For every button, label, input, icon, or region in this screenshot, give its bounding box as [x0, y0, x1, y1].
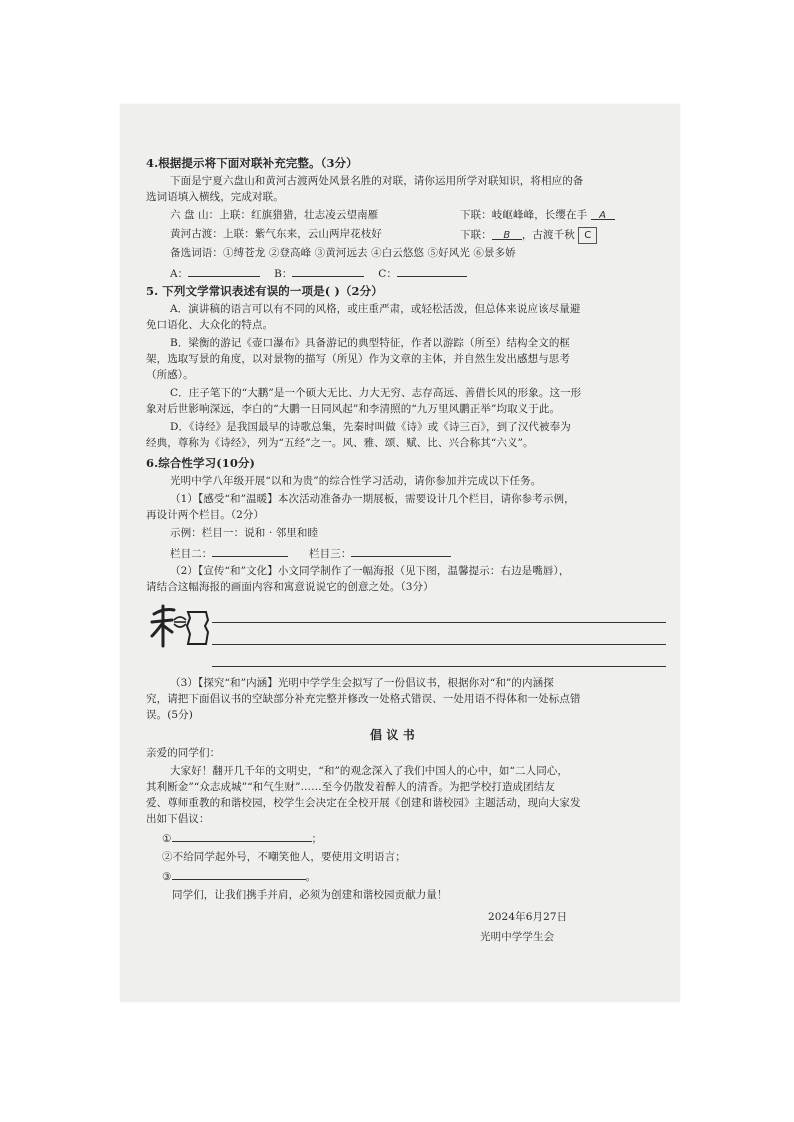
q4-mark-b: B [503, 230, 511, 241]
q4-blank-b[interactable] [492, 228, 522, 240]
q4-intro-2: 选词语填入横线，完成对联。 [146, 191, 284, 203]
q4-mark-a: A [599, 210, 607, 221]
q4-answer-a-blank[interactable] [188, 265, 260, 277]
q6-task3-line3: 误。(5分) [146, 709, 193, 721]
q4-answer-b-label: B： [274, 268, 293, 280]
letter-closing: 同学们，让我们携手并肩，必须为创建和谐校园贡献力量！ [172, 889, 448, 901]
letter-item-1-blank[interactable] [172, 830, 312, 842]
letter-item-3-mark: ③ [162, 871, 172, 883]
q6-task1-line1: （1）【感受“和”温暖】本次活动准备办一期展板，需要设计几个栏目，请你参考示例， [170, 493, 575, 505]
mouth-square-icon [187, 612, 208, 644]
q6-task2-line1: （2）【宣传“和”文化】小文同学制作了一幅海报（见下图，温馨提示：右边是嘴唇）， [170, 565, 570, 577]
q6-task3-line2: 究，请把下面倡议书的空缺部分补充完整并修改一处格式错误、一处用语不得体和一处标点错 [146, 693, 581, 705]
q6-columns [170, 545, 451, 562]
q6-col3-blank[interactable] [351, 545, 451, 557]
letter-title: 倡 议 书 [370, 728, 415, 742]
letter-signature: 光明中学学生会 [480, 931, 555, 943]
q4-row2-lower-pre: 下联： [460, 229, 492, 241]
letter-item-1-mark: ① [162, 833, 172, 845]
q5-option-c-2: 象对后世影响深远，李白的“大鹏一日同风起”和李清照的“九万里风鹏正举”均取义于此。 [146, 403, 561, 415]
q4-row2-lower-post: ，古渡千秋 [521, 229, 575, 241]
q6-title: 6.综合性学习(10分) [146, 456, 256, 470]
q4-row2-lower [460, 227, 597, 244]
q4-row1-lower [460, 208, 615, 223]
q6-example: 示例：栏目一：说和 · 邻里和睦 [170, 527, 319, 539]
poster-he-illustration [150, 600, 212, 652]
q5-option-a-1: A．演讲稿的语言可以有不同的风格，或庄重严肃，或轻松活泼，但总体来说应该尽量避 [170, 303, 581, 315]
q4-intro-1: 下面是宁夏六盘山和黄河古渡两处风景名胜的对联，请你运用所学对联知识，将相应的备 [170, 175, 584, 187]
q4-box-c[interactable] [578, 227, 597, 244]
q6-task2-line2: 请结合这幅海报的画面内容和寓意说说它的创意之处。（3分） [146, 581, 434, 593]
q6-answer-line-2[interactable] [212, 644, 666, 645]
q4-row2-upper: 上联：紫气东来，云山两岸花枝好 [223, 228, 382, 240]
q6-task1-line2: 再设计两个栏目。（2分） [146, 509, 265, 521]
q4-row1-upper: 上联：红旗猎猎，壮志凌云望南雁 [219, 209, 379, 221]
letter-paragraph-1: 大家好！翻开几千年的文明史，“和”的观念深入了我们中国人的心中，如“二人同心， [170, 765, 569, 777]
q5-option-b-1: B．梁衡的游记《壶口瀑布》具备游记的典型特征，作者以游踪（所至）结构全文的框 [170, 337, 571, 349]
q4-title: 4.根据提示将下面对联补充完整。（3分） [146, 156, 358, 170]
letter-item-3-blank[interactable] [172, 868, 306, 880]
q4-answer-c-label: C： [378, 268, 397, 280]
letter-paragraph-4: 出如下倡议： [146, 813, 210, 825]
q6-col3-label: 栏目三： [309, 548, 352, 560]
q4-row2-label: 黄河古渡： [170, 228, 223, 240]
q6-answer-line-3[interactable] [212, 666, 666, 667]
q4-answer-b-blank[interactable] [292, 265, 364, 277]
he-character-brush-strokes [152, 606, 174, 646]
letter-date: 2024年6月27日 [488, 911, 568, 923]
letter-item-3-end: 。 [305, 871, 317, 883]
q5-option-c-1: C．庄子笔下的“大鹏”是一个硕大无比、力大无穷、志存高远、善借长风的形象。这一形 [170, 387, 582, 399]
q5-option-b-2: 架，选取写景的角度，以对景物的描写（所见）作为文章的主体，并自然生发出感想与思考 [146, 353, 570, 365]
q4-answers [170, 265, 467, 282]
q6-answer-line-1[interactable] [212, 622, 666, 623]
letter-item-1 [162, 830, 322, 847]
letter-item-2: ②不给同学起外号，不嘲笑他人，要使用文明语言； [162, 851, 406, 863]
letter-item-3 [162, 868, 316, 885]
letter-greeting: 亲爱的同学们： [146, 747, 221, 759]
q4-mark-c: C [584, 230, 592, 241]
q6-intro: 光明中学八年级开展“以和为贵”的综合性学习活动，请你参加并完成以下任务。 [170, 475, 542, 487]
letter-item-1-end: ； [311, 833, 323, 845]
q4-row1 [170, 208, 378, 223]
q6-col2-label: 栏目二： [170, 548, 213, 560]
q4-answer-a-label: A： [170, 268, 189, 280]
letter-paragraph-2: 其利断金”“众志成城”“和气生财”……至今仍散发着醉人的清香。为把学校打造成团结友 [146, 781, 555, 793]
letter-paragraph-3: 爱、尊师重教的和谐校园，校学生会决定在全校开展《创建和谐校园》主题活动，现向大家发 [146, 797, 581, 809]
q4-blank-a[interactable] [591, 208, 615, 220]
q4-answer-c-blank[interactable] [397, 265, 467, 277]
q5-option-d-1: D．《诗经》是我国最早的诗歌总集，先秦时叫做《诗》或《诗三百》，到了汉代被奉为 [170, 421, 571, 433]
q5-option-d-2: 经典，尊称为《诗经》，列为“五经”之一。风、雅、颂、赋、比、兴合称其“六义”。 [146, 437, 534, 449]
q5-title: 5. 下列文学常识表述有误的一项是( )（2分） [146, 284, 383, 298]
q4-row2 [170, 227, 382, 242]
q4-options: 备选词语：①缚苍龙 ②登高峰 ③黄河远去 ④白云悠悠 ⑤好风光 ⑥景多娇 [170, 247, 516, 259]
q5-option-a-2: 免口语化、大众化的特点。 [146, 319, 274, 331]
lips-icon [174, 617, 186, 627]
q4-row1-label: 六 盘 山： [170, 209, 220, 221]
q5-option-b-3: （所感）。 [146, 369, 194, 381]
q4-row1-lower-text: 下联：岐岖峰峰，长缨在手 [460, 209, 588, 221]
q6-col2-blank[interactable] [212, 545, 288, 557]
q6-task3-line1: （3）【探究“和”内涵】光明中学学生会拟写了一份倡议书，根据你对“和”的内涵探 [170, 677, 554, 689]
